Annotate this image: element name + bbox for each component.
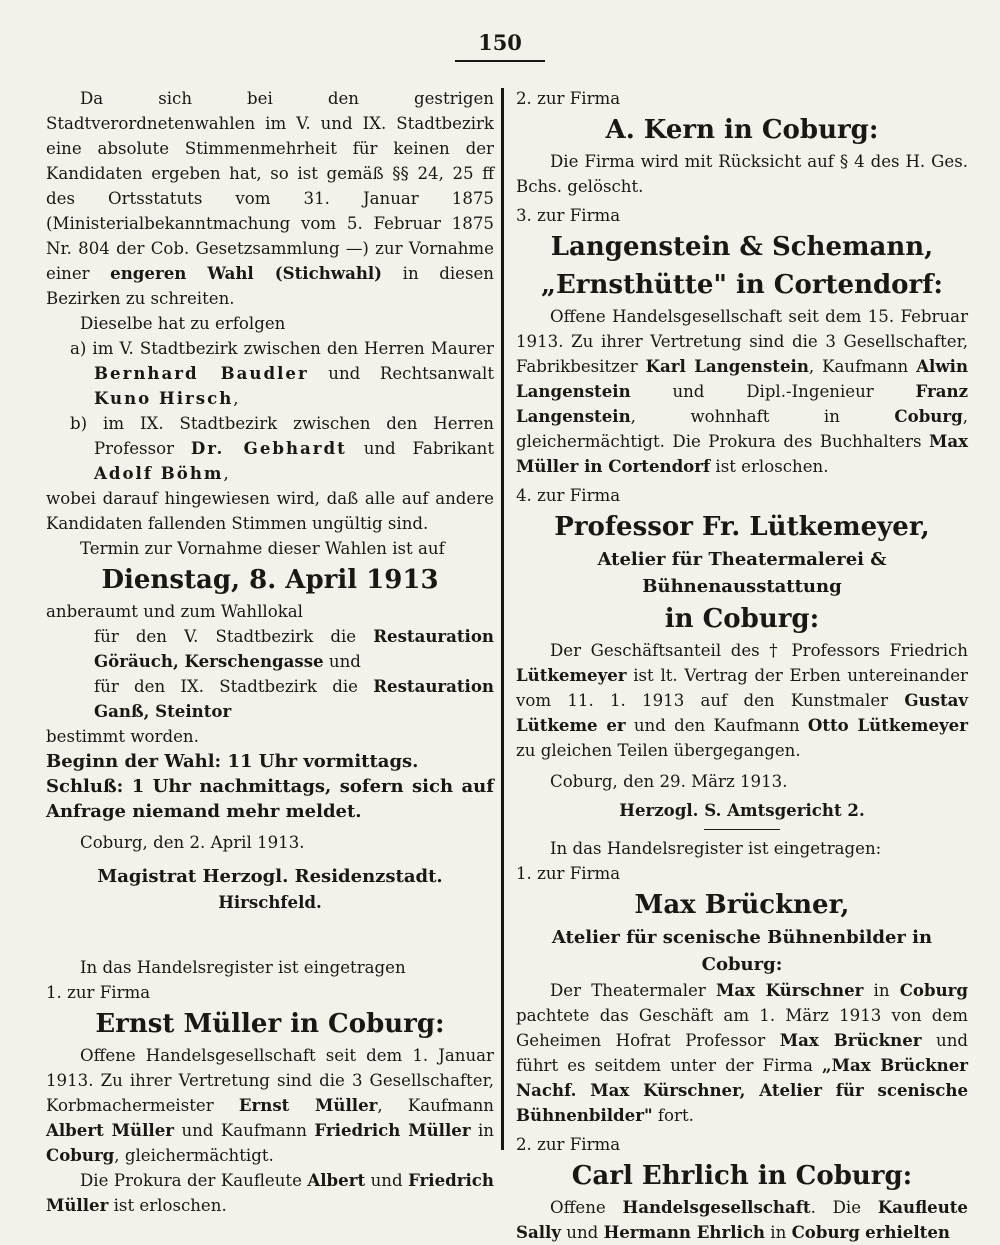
spacer — [46, 915, 494, 955]
election-date-heading: Dienstag, 8. April 1913 — [101, 565, 439, 595]
register-entry-number: 1. zur Firma — [516, 864, 621, 883]
firm-subtitle: Atelier für scenische Bühnenbilder in Coburg: — [551, 927, 933, 975]
notice-paragraph: bestimmt worden. — [46, 727, 199, 746]
polling-location: für den IX. Stadtbezirk die Restauration Ganß, Steintor — [94, 676, 494, 721]
notice-paragraph: Da sich bei den gestrigen Stadtverordnetenwahlen im V. und IX. Stadtbezirk eine absolute Stimmenmehrheit für keinen der Kandidaten ergeben hat, so ist gemäß §§ 24, 25 ff des Ortsstatuts vom 31. Januar 1875 (Ministerialbekanntmachung vom 5. Februar 1875 Nr. 804 der Cob. Gesetzsammlung —) zur Vornahme einer engeren Wahl (Stichwahl) in diesen Bezirken zu schreiten. — [46, 89, 494, 308]
register-entry-number: 4. zur Firma — [516, 486, 621, 505]
candidate-list-item: b) im IX. Stadtbezirk zwischen den Herren Professor Dr. Gebhardt und Fabrikant Adolf Böhm, — [70, 414, 494, 483]
register-entry-text: Die Prokura der Kaufleute Albert und Friedrich Müller ist erloschen. — [46, 1170, 494, 1215]
firm-name-heading: Ernst Müller in Coburg: — [95, 1009, 445, 1039]
firm-name-heading: Langenstein & Schemann, — [550, 232, 934, 262]
election-end-time: Schluß: 1 Uhr nachmittags, sofern sich auf Anfrage niemand mehr meldet. — [46, 776, 494, 822]
firm-name-heading: Max Brückner, — [634, 890, 850, 920]
signatory-name: Hirschfeld. — [218, 892, 322, 912]
notice-paragraph: Dieselbe hat zu erfolgen — [80, 314, 286, 333]
column-separator — [501, 88, 504, 1150]
firm-name-heading: „Ernsthütte" in Cortendorf: — [540, 270, 943, 300]
left-column — [46, 86, 494, 1218]
election-start-time: Beginn der Wahl: 11 Uhr vormittags. — [46, 751, 419, 772]
notice-paragraph: wobei darauf hingewiesen wird, daß alle auf andere Kandidaten fallenden Stimmen ungültig sind. — [46, 489, 494, 533]
section-divider — [704, 829, 780, 830]
register-entry-number: 1. zur Firma — [46, 983, 151, 1002]
candidate-list-item: a) im V. Stadtbezirk zwischen den Herren Maurer Bernhard Baudler und Rechtsanwalt Kuno Hirsch, — [70, 339, 494, 408]
polling-location: für den V. Stadtbezirk die Restauration Göräuch, Kerschengasse und — [94, 626, 494, 671]
register-entry-text: Offene Handelsgesellschaft seit dem 15. Februar 1913. Zu ihrer Vertretung sind die 3 Gesellschafter, Fabrikbesitzer Karl Langenstein, Kaufmann Alwin Langenstein und Dipl.-Ingenieur Franz Langenstein, wohnhaft in Coburg, gleichermächtigt. Die Prokura des Buchhalters Max Müller in Cortendorf ist erloschen. — [516, 307, 969, 476]
firm-name-heading: in Coburg: — [664, 604, 820, 634]
register-entry-text: Der Geschäftsanteil des † Professors Friedrich Lütkemeyer ist lt. Vertrag der Erben untereinander vom 11. 1. 1913 auf den Kunstmaler Gustav Lütkeme er und den Kaufmann Otto Lütkemeyer zu gleichen Teilen übergegangen. — [516, 641, 969, 760]
register-entry-text: Der Theatermaler Max Kürschner in Coburg pachtete das Geschäft am 1. März 1913 von dem Geheimen Hofrat Professor Max Brückner und führt es seitdem unter der Firma „Max Brückner Nachf. Max Kürschner, Atelier für scenische Bühnenbilder" fort. — [516, 980, 969, 1125]
register-entry-number: 3. zur Firma — [516, 206, 621, 225]
court-signature: Herzogl. S. Amtsgericht 2. — [619, 800, 865, 820]
firm-name-heading: Professor Fr. Lütkemeyer, — [554, 512, 930, 542]
notice-paragraph: Termin zur Vornahme dieser Wahlen ist auf — [80, 539, 445, 558]
runoff-election-heading: engeren Wahl (Stichwahl) — [110, 263, 383, 283]
register-entry-number: 2. zur Firma — [516, 1135, 621, 1154]
register-entry-text: Offene Handelsgesellschaft. Die Kaufleute Sally und Hermann Ehrlich in Coburg erhielten — [516, 1197, 968, 1242]
issuer-signature: Magistrat Herzogl. Residenzstadt. — [97, 866, 443, 887]
firm-subtitle: Atelier für Theatermalerei & Bühnenausstattung — [597, 549, 887, 597]
register-entry-text: Die Firma wird mit Rücksicht auf § 4 des H. Ges. Bchs. gelöscht. — [516, 152, 968, 196]
firm-name-heading: Carl Ehrlich in Coburg: — [571, 1161, 913, 1191]
page-number: 150 — [478, 30, 522, 55]
header-rule — [455, 60, 545, 62]
right-column — [516, 86, 968, 1245]
firm-name-heading: A. Kern in Coburg: — [605, 115, 879, 145]
place-and-date: Coburg, den 29. März 1913. — [550, 772, 788, 791]
register-intro: In das Handelsregister ist eingetragen: — [550, 839, 882, 858]
register-intro: In das Handelsregister ist eingetragen — [80, 958, 406, 977]
notice-paragraph: anberaumt und zum Wahllokal — [46, 602, 303, 621]
register-entry-number: 2. zur Firma — [516, 89, 621, 108]
register-entry-text: Offene Handelsgesellschaft seit dem 1. Januar 1913. Zu ihrer Vertretung sind die 3 Gesellschafter, Korbmachermeister Ernst Müller, Kaufmann Albert Müller und Kaufmann Friedrich Müller in Coburg, gleichermächtigt. — [46, 1046, 494, 1165]
place-and-date: Coburg, den 2. April 1913. — [80, 833, 305, 852]
